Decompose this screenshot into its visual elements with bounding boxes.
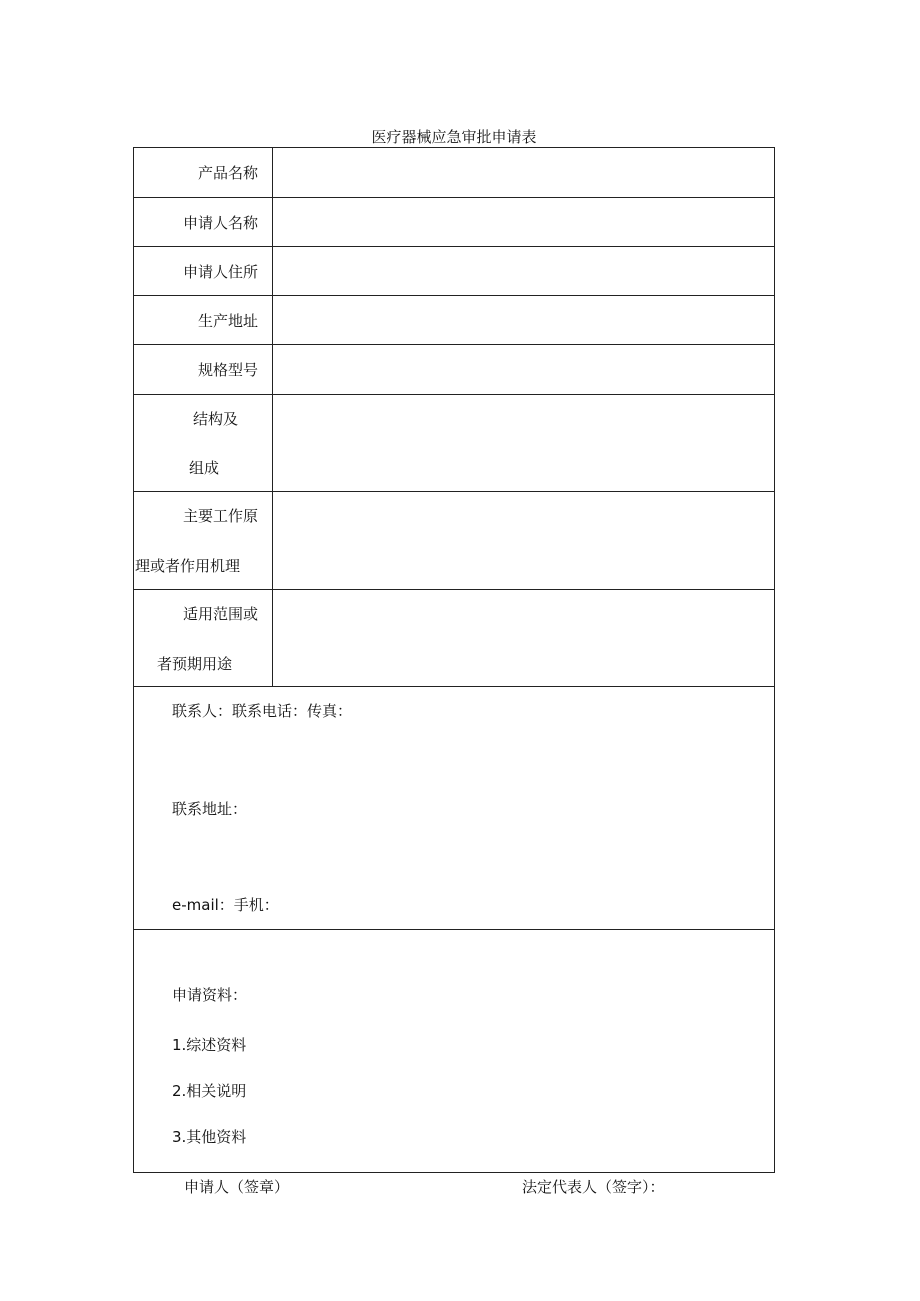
contact-line-email-mobile: e-mail：手机： — [172, 896, 279, 914]
label-cell-applicant-address — [134, 247, 273, 296]
label-cell-model-spec — [134, 345, 273, 395]
form-row-applicant-address — [134, 247, 775, 296]
form-row-model-spec — [134, 345, 775, 395]
form-row-intended-use — [134, 590, 775, 687]
materials-heading: 申请资料： — [172, 986, 248, 1004]
field-label-production-address: 生产地址 — [197, 311, 258, 330]
form-row-structure — [134, 395, 775, 492]
field-label-applicant-address: 申请人住所 — [182, 262, 258, 281]
field-label-principle-line1: 主要工作原 — [182, 507, 258, 525]
label-cell-production-address — [134, 296, 273, 345]
page-title: 医疗器械应急审批申请表 — [371, 128, 537, 146]
contact-line-address: 联系地址： — [172, 800, 248, 818]
label-cell-structure — [134, 395, 273, 492]
form-row-applicant-name — [134, 198, 775, 247]
value-cell-working-principle[interactable] — [273, 492, 775, 590]
value-cell-structure[interactable] — [273, 395, 775, 492]
contact-line-person-phone-fax: 联系人：联系电话：传真： — [172, 702, 353, 720]
materials-item-explanation: 2.相关说明 — [172, 1082, 247, 1100]
application-form-table — [133, 147, 775, 1173]
materials-item-summary: 1.综述资料 — [172, 1036, 247, 1054]
form-row-materials — [134, 930, 775, 1173]
materials-item-other: 3.其他资料 — [172, 1128, 247, 1146]
form-row-production-address — [134, 296, 775, 345]
value-cell-model-spec[interactable] — [273, 345, 775, 395]
value-cell-production-address[interactable] — [273, 296, 775, 345]
legal-representative-signature-label: 法定代表人（签字）： — [522, 1178, 665, 1196]
field-label-use-line1: 适用范围或 — [182, 605, 258, 623]
label-cell-product-name — [134, 148, 273, 198]
value-cell-intended-use[interactable] — [273, 590, 775, 687]
field-label-principle-line2: 理或者作用机理 — [135, 557, 241, 575]
value-cell-product-name[interactable] — [273, 148, 775, 198]
value-cell-applicant-address[interactable] — [273, 247, 775, 296]
label-cell-applicant-name — [134, 198, 273, 247]
value-cell-applicant-name[interactable] — [273, 198, 775, 247]
form-row-contact — [134, 687, 775, 930]
label-cell-working-principle — [134, 492, 273, 590]
field-label-structure-line2: 组成 — [189, 459, 220, 477]
applicant-signature-label: 申请人（签章） — [184, 1178, 290, 1196]
label-cell-intended-use — [134, 590, 273, 687]
contact-cell[interactable] — [134, 687, 775, 930]
materials-cell — [134, 930, 775, 1173]
field-label-model-spec: 规格型号 — [197, 361, 258, 379]
field-label-applicant-name: 申请人名称 — [182, 213, 258, 232]
field-label-use-line2: 者预期用途 — [157, 655, 233, 673]
form-row-working-principle — [134, 492, 775, 590]
field-label-structure-line1: 结构及 — [193, 410, 239, 428]
field-label-product-name: 产品名称 — [197, 164, 258, 182]
form-row-product-name — [134, 148, 775, 198]
